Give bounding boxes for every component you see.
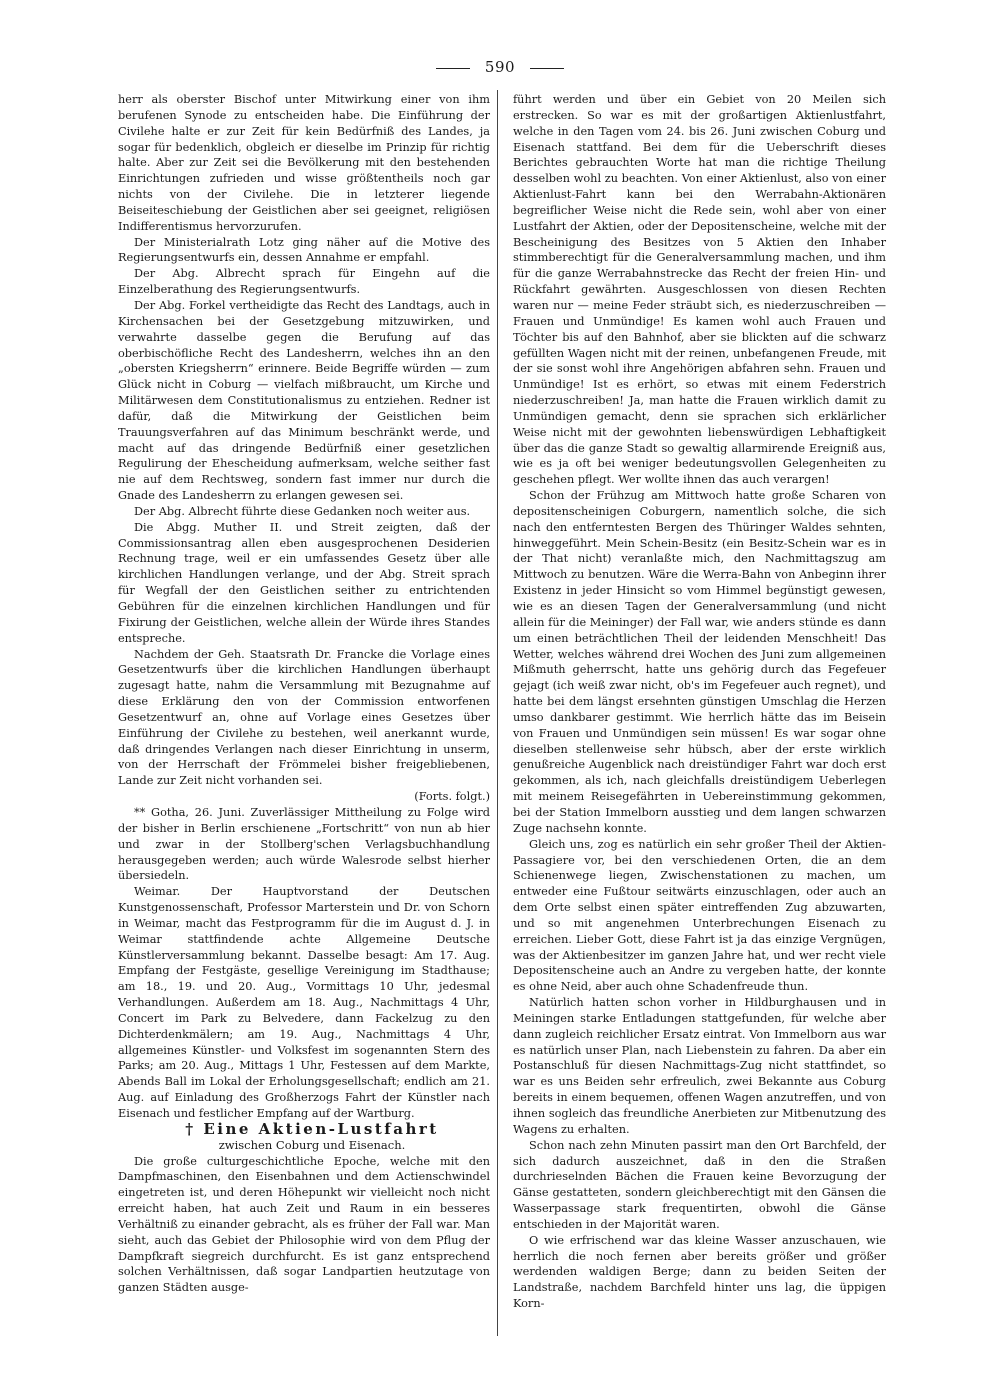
paragraph: herr als oberster Bischof unter Mitwirkung einer von ihm berufenen Synode zu entscheiden habe. Die Einführung der Civilehe halte er zur Zeit für kein Bedürfniß des Landes, ja sogar für bedenklich, obgleich er dieselbe im Prinzip für richtig halte. Aber zur Zeit sei die Bevölkerung mit den bestehenden Einrichtungen zufrieden und wisse größtentheils noch gar nichts von der Civilehe. Die in letzterer liegende Beiseiteschiebung der Geistlichen aber sei geeignet, religiösen Indifferentismus hervorzurufen. [118, 93, 490, 233]
paragraph: Die Abgg. Muther II. und Streit zeigten, daß der Commissionsantrag allen eben ausgesprochenen Desiderien Rechnung trage, weil er ein umfassendes Gesetz über alle kirchlichen Handlungen verlange, und der Abg. Streit sprach für Wegfall der den Geistlichen seither zu entrichtenden Gebühren für die einzelnen kirchlichen Handlungen und für Fixirung der Geistlichen, welche allein der Würde ihres Standes entspreche. [118, 520, 490, 645]
page-header [0, 58, 1000, 76]
news-item-weimar: Weimar. Der Hauptvorstand der Deutschen Kunstgenossenschaft, Professor Marterstein und Dr. von Schorn in Weimar, macht das Festprogramm für die im August d. J. in Weimar stattfindende achte Allgemeine Deutsche Künstlerversammlung bekannt. Dasselbe besagt: Am 17. Aug. Empfang der Festgäste, gesellige Vereinigung im Stadthause; am 18., 19. und 20. Aug., Vormittags 10 Uhr, jedesmal Verhandlungen. Außerdem am 18. Aug., Nachmittags 4 Uhr, Concert im Park zu Belvedere, dann Fackelzug zu den Dichterdenkmälern; am 19. Aug., Nachmittags 4 Uhr, allgemeines Künstler- und Volksfest im sogenannten Stern des Parks; am 20. Aug., Mittags 1 Uhr, Festessen auf dem Markte, Abends Ball im Lokal der Erholungsgesellschaft; endlich am 21. Aug. auf Einladung des Großherzogs Fahrt der Künstler nach Eisenach und festlicher Empfang auf der Wartburg. [118, 885, 490, 1120]
paragraph: Der Abg. Albrecht sprach für Eingehn auf die Einzelberathung des Regierungsentwurfs. [118, 267, 490, 297]
paragraph: führt werden und über ein Gebiet von 20 Meilen sich erstrecken. So war es mit der großartigen Aktienlustfahrt, welche in den Tagen vom 24. bis 26. Juni zwischen Coburg und Eisenach stattfand. Bei dem für die Ueberschrift dieses Berichtes gebrauchten Worte hat man die richtige Theilung desselben wohl zu beachten. Von einer Aktienlust, also von einer Aktienlust-Fahrt kann bei den Werrabahn-Aktionären begreiflicher Weise nicht die Rede sein, wohl aber von einer Lustfahrt der Aktien, oder der Depositenscheine, welche mit der Bescheinigung des Besitzes von 5 Aktien den Inhaber stimmberechtigt für die Generalversammlung machen, und ihm für die ganze Werrabahnstrecke das Recht der freien Hin- und Rückfahrt gewährten. Ausgeschlossen von diesen Rechten waren nur — meine Feder sträubt sich, es niederzuschreiben — Frauen und Unmündige! Es kamen wohl auch Frauen und Töchter bis auf den Bahnhof, aber sie blickten auf die schwarz gefüllten Wagen nicht mit der reinen, unbefangenen Freude, mit der sie sonst wohl ihre Angehörigen abfahren sehn. Frauen und Unmündige! Ist es erhört, so etwas mit einem Federstrich niederzuschreiben! Ja, man hatte die Frauen wirklich damit zu Unmündigen gemacht, denn sie sprachen sich erklärlicher Weise nicht mit der gewohnten liebenswürdigen Lebhaftigkeit über das die ganze Stadt so gewaltig allarmirende Ereigniß aus, wie es ja oft bei weniger bedeutungsvollen Gelegenheiten zu geschehen pflegt. Wer wollte ihnen das auch verargen! [513, 93, 886, 487]
continuation-note: (Forts. folgt.) [414, 790, 490, 804]
article-subtitle: zwischen Coburg und Eisenach. [218, 1137, 406, 1152]
right-column [513, 92, 886, 1312]
paragraph: Nachdem der Geh. Staatsrath Dr. Francke die Vorlage eines Gesetzentwurfs über die kirchlichen Handlungen überhaupt zugesagt hatte, nahm die Versammlung mit Bezugnahme auf diese Erklärung den von der Commission entworfenen Gesetzentwurf an, ohne auf Vorlage eines Gesetzes über Einführung der Civilehe zu bestehen, weil anerkannt wurde, daß dringendes Verlangen nach dieser Einrichtung in unserm, von der Herrschaft der Frömmelei bisher freigebliebenen, Lande zur Zeit nicht vorhanden sei. [118, 647, 490, 788]
paragraph: O wie erfrischend war das kleine Wasser anzuschauen, wie herrlich die noch fernen aber bereits größer und größer werdenden waldigen Berge; dann zu beiden Seiten der Landstraße, nachdem Barchfeld hinter uns lag, die üppigen Korn- [513, 1233, 886, 1311]
paragraph: Schon nach zehn Minuten passirt man den Ort Barchfeld, der sich dadurch auszeichnet, daß in den die Straßen durchrieselnden Bächen die Frauen keine Bevorzugung der Gänse gestatteten, sondern gleichberechtigt mit den Gänsen die Wasserpassage stark frequentirten, obwohl die Gänse entschieden in der Majorität waren. [513, 1138, 886, 1231]
header-rule-right [530, 68, 564, 69]
paragraph: Schon der Frühzug am Mittwoch hatte große Scharen von depositenscheinigen Coburgern, namentlich solche, die sich nach den entferntesten Bergen des Thüringer Waldes sehnten, hinweggeführt. Mein Schein-Besitz (ein Besitz-Schein war es in der That nicht) veranlaßte mich, den Nachmittagszug am Mittwoch zu benutzen. Wäre die Werra-Bahn von Anbeginn ihrer Existenz in jeder Hinsicht so vom Himmel begünstigt gewesen, wie es an diesen Tagen der Generalversammlung (und nicht allein für die Meininger) der Fall war, wie anders stünde es dann um einen beträchtlichen Theil der leidenden Menschheit! Das Wetter, welches während drei Wochen des Juni zum allgemeinen Mißmuth geherrscht, hatte uns gehörig durch das Fegefeuer gejagt (ich weiß zwar nicht, ob's im Fegefeuer auch regnet), und hatte bei dem längst ersehnten günstigen Umschlag die Herzen umso dankbarer gestimmt. Wie herrlich hätte das im Beisein von Frauen und Unmündigen sein müssen! Es war sogar ohne dieselben stellenweise sehr hübsch, aber der erste wirklich genußreiche Augenblick nach dreistündiger Fahrt war doch erst gekommen, als ich, nach gleichfalls dreistündigem Ueberlegen mit meinem Reisegefährten in Uebereinstimmung gekommen, bei der Station Immelborn ausstieg und dem langen schwarzen Zuge nachsehn konnte. [513, 489, 886, 835]
page-number: 590 [484, 58, 516, 76]
paragraph: Der Abg. Forkel vertheidigte das Recht des Landtags, auch in Kirchensachen bei der Gesetzgebung mitzuwirken, und verwahrte dasselbe gegen die Berufung auf das oberbischöfliche Recht des Landesherrn, welches ihn an den „obersten Kriegsherrn“ erinnere. Beide Begriffe würden — zum Glück nicht in Coburg — vielfach mißbraucht, um Kirche und Militärwesen dem Constitutionalismus zu entziehen. Redner ist dafür, daß die Mitwirkung der Geistlichen beim Trauungsverfahren auf das Minimum beschränkt werde, und macht auf das dringende Bedürfniß einer gesetzlichen Regulirung der Ehescheidung aufmerksam, welche seither fast nie auf dem Rechtsweg, sondern fast immer nur durch die Gnade des Landesherrn zu erlangen gewesen sei. [118, 298, 490, 503]
header-rule-left [436, 68, 470, 69]
paragraph: Die große culturgeschichtliche Epoche, welche mit den Dampfmaschinen, den Eisenbahnen und dem Actienschwindel eingetreten ist, und deren Höhepunkt wir vielleicht noch nicht erreicht haben, hat auch Zeit und Raum in ein besseres Verhältniß zu einander gebracht, als es früher der Fall war. Man sieht, auch das Gebiet der Philosophie wird von dem Pflug der Dampfkraft siegreich durchfurcht. Es ist ganz entsprechend solchen Verhältnissen, daß sogar Landpartien heutzutage von ganzen Städten ausge- [118, 1154, 490, 1295]
paragraph: Der Abg. Albrecht führte diese Gedanken noch weiter aus. [134, 504, 471, 518]
paragraph: Natürlich hatten schon vorher in Hildburghausen und in Meiningen starke Entladungen stattgefunden, für welche aber dann zugleich reichlicher Ersatz eintrat. Von Immelborn aus war es natürlich unser Plan, nach Liebenstein zu fahren. Da aber ein Postanschluß für diesen Nachmittags-Zug nicht stattfindet, so war es uns Beiden sehr erfreulich, zwei Bekannte aus Coburg bereits in einem bequemen, offenen Wagen anzutreffen, und von ihnen sogleich das freundliche Anerbieten zur Mitbenutzung des Wagens zu erhalten. [513, 996, 886, 1136]
paragraph: Der Ministerialrath Lotz ging näher auf die Motive des Regierungsentwurfs ein, dessen Annahme er empfahl. [118, 235, 490, 265]
left-column [118, 92, 490, 1296]
news-item-gotha: ** Gotha, 26. Juni. Zuverlässiger Mittheilung zu Folge wird der bisher in Berlin erschienene „Fortschritt“ von nun ab hier und zwar in der Stollberg'schen Verlagsbuchhandlung herausgegeben werden; auch würde Walesrode selbst hierher übersiedeln. [118, 805, 490, 883]
article-title: † Eine Aktien-Lustfahrt [185, 1119, 439, 1138]
paragraph: Gleich uns, zog es natürlich ein sehr großer Theil der Aktien-Passagiere vor, bei den verschiedenen Orten, die an dem Schienenwege liegen, Zwischenstationen zu machen, um entweder eine Fußtour seitwärts einzuschlagen, oder auch an dem Orte selbst einen später eintreffenden Zug abzuwarten, und so mit angenehmen Unterbrechungen Eisenach zu erreichen. Lieber Gott, diese Fahrt ist ja das einzige Vergnügen, was der Aktienbesitzer im ganzen Jahre hat, und wer recht viele Depositenscheine auch an Andre zu vergeben hatte, der konnte es ohne Neid, aber auch ohne Schadenfreude thun. [513, 837, 886, 994]
column-divider [497, 90, 498, 1336]
